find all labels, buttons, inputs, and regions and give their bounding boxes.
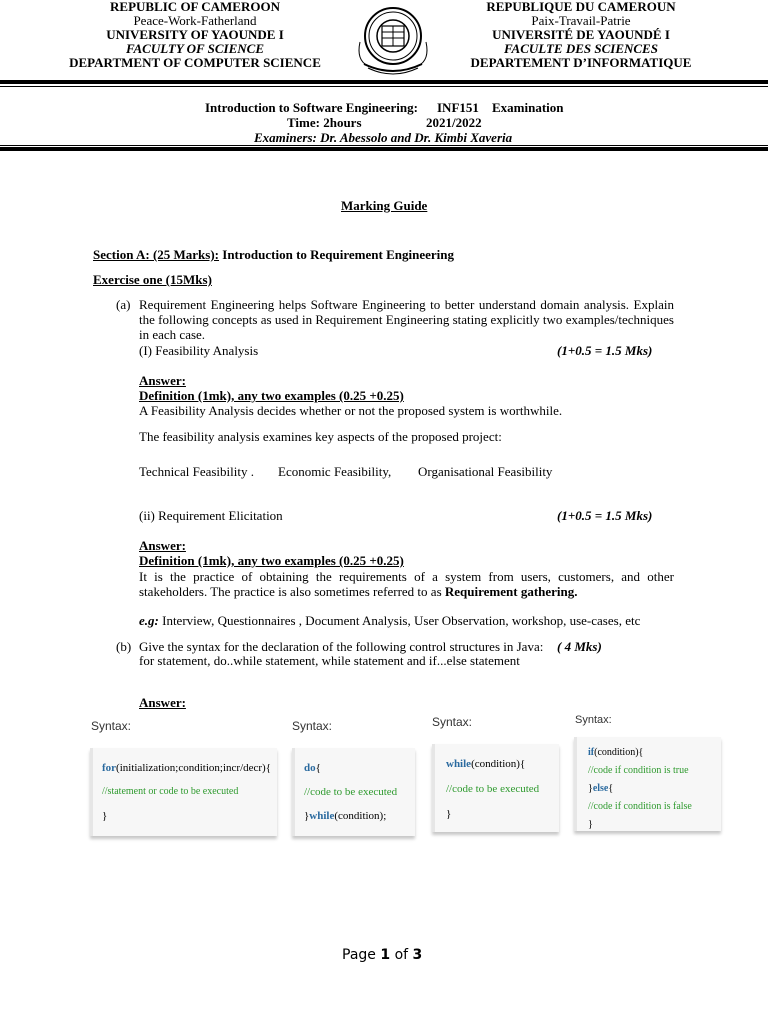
while-close: } — [446, 808, 452, 820]
elicitation-definition-text: It is the practice of obtaining the requirements of a system from users, customers, and other stakeholders. The practice is also sometimes referred to as — [139, 569, 674, 599]
while-syntax-box — [432, 744, 559, 832]
else-open-brace: } — [588, 783, 593, 794]
examiners: Examiners: Dr. Abessolo and Dr. Kimbi Xaveria — [254, 130, 513, 145]
if-else-syntax-box — [574, 737, 721, 831]
for-head: (initialization;condition;incr/decr){ — [116, 762, 271, 774]
page-of: of — [394, 947, 409, 963]
question-a-ii-marks: (1+0.5 = 1.5 Mks) — [557, 508, 653, 523]
page-total: 3 — [412, 947, 423, 963]
section-a-label: Section A: (25 Marks): — [93, 247, 220, 262]
do-keyword: do — [304, 762, 316, 774]
course-code: INF151 — [437, 100, 479, 115]
do-tail: (condition); — [334, 810, 387, 822]
section-a-title: Introduction to Requirement Engineering — [219, 247, 454, 262]
question-a-label: (a) — [116, 297, 131, 312]
for-keyword: for — [102, 762, 117, 774]
country-en: REPUBLIC OF CAMEROON — [110, 0, 280, 14]
syntax-label-for: Syntax: — [91, 719, 132, 733]
exam-time: Time: 2hours — [287, 115, 362, 130]
elicitation-alt-name: Requirement gathering. — [444, 584, 578, 599]
elicitation-definition — [139, 569, 674, 599]
department-fr: DEPARTEMENT D’INFORMATIQUE — [470, 55, 692, 70]
exam-type: Examination — [492, 100, 564, 115]
faculty-en: FACULTY OF SCIENCE — [126, 41, 264, 56]
if-comment-false: //code if condition is false — [588, 801, 692, 812]
elicitation-examples — [139, 613, 640, 628]
feasibility-example-organisational: Organisational Feasibility — [418, 464, 553, 479]
syntax-label-do: Syntax: — [292, 719, 333, 733]
do-comment: //code to be executed — [304, 786, 398, 798]
else-keyword: else — [592, 783, 609, 794]
section-a-heading — [93, 247, 454, 262]
course-title: Introduction to Software Engineering: — [205, 100, 418, 115]
while-keyword: while — [446, 758, 472, 770]
header-rule-thin — [0, 86, 768, 87]
feasibility-example-technical: Technical Feasibility . — [139, 464, 254, 479]
faculty-fr: FACULTE DES SCIENCES — [504, 41, 658, 56]
eg-text: Interview, Questionnaires , Document Analysis, User Observation, workshop, use-cases, etc — [158, 613, 641, 628]
feasibility-aspects: The feasibility analysis examines key aspects of the proposed project: — [139, 429, 502, 444]
syntax-label-if: Syntax: — [575, 714, 612, 726]
header-left — [45, 0, 345, 70]
else-line — [588, 783, 613, 794]
for-syntax-box — [90, 748, 277, 836]
question-b-text: Give the syntax for the declaration of the following control structures in Java: — [139, 639, 544, 654]
feasibility-definition: A Feasibility Analysis decides whether or not the proposed system is worthwhile. — [139, 403, 563, 418]
page-word: Page — [342, 947, 376, 963]
question-a-ii-label: (ii) Requirement Elicitation — [139, 508, 283, 523]
exam-year: 2021/2022 — [426, 115, 482, 130]
while-comment: //code to be executed — [446, 783, 540, 795]
answer-a-ii-definition: Definition (1mk), any two examples (0.25 +0.25) — [139, 553, 404, 568]
answer-a-ii-label: Answer: — [139, 538, 186, 553]
for-comment: //statement or code to be executed — [102, 786, 239, 797]
do-while-footer — [304, 810, 386, 822]
question-a-text: Requirement Engineering helps Software Engineering to better understand domain analysis. Explain the following concepts as used in Requirement Engineering stating explicitly two examples/techniques in each case. — [139, 297, 674, 342]
page-title: Marking Guide — [341, 198, 428, 213]
while-header — [446, 758, 525, 770]
syntax-label-while: Syntax: — [432, 715, 473, 729]
if-close: } — [588, 819, 593, 830]
country-fr: REPUBLIQUE DU CAMEROUN — [486, 0, 676, 14]
exercise-one-heading: Exercise one (15Mks) — [93, 272, 212, 287]
university-fr: UNIVERSITÉ DE YAOUNDÉ I — [492, 27, 670, 42]
do-open: { — [315, 762, 321, 774]
if-head: (condition){ — [594, 747, 644, 758]
university-seal-icon — [352, 2, 434, 80]
question-b-text2: for statement, do..while statement, while statement and if...else statement — [139, 653, 520, 668]
question-b-label: (b) — [116, 639, 132, 654]
while-head: (condition){ — [471, 758, 526, 770]
feasibility-example-economic: Economic Feasibility, — [278, 464, 392, 479]
do-header — [304, 762, 321, 774]
else-brace: { — [608, 783, 614, 794]
department-en: DEPARTMENT OF COMPUTER SCIENCE — [69, 55, 321, 70]
eg-label: e.g: — [139, 613, 159, 628]
question-b-marks: ( 4 Mks) — [557, 639, 602, 654]
answer-b-label: Answer: — [139, 695, 186, 710]
university-en: UNIVERSITY OF YAOUNDE I — [106, 27, 284, 42]
exam-rule-thin — [0, 145, 768, 146]
for-header — [102, 762, 271, 774]
do-close: } — [304, 810, 310, 822]
exam-rule-thick — [0, 147, 768, 151]
for-close: } — [102, 810, 108, 822]
header-rule-thick — [0, 80, 768, 84]
answer-a-i-definition: Definition (1mk), any two examples (0.25 +0.25) — [139, 388, 404, 403]
question-a-i-label: (I) Feasibility Analysis — [139, 343, 259, 358]
question-a-i-marks: (1+0.5 = 1.5 Mks) — [557, 343, 653, 358]
do-while-keyword: while — [309, 810, 335, 822]
if-keyword: if — [588, 747, 595, 758]
page-number — [342, 947, 422, 963]
answer-a-i-label: Answer: — [139, 373, 186, 388]
if-header — [588, 747, 643, 758]
page-current: 1 — [380, 947, 391, 963]
motto-en: Peace-Work-Fatherland — [133, 13, 257, 28]
header-right — [431, 0, 731, 70]
do-while-syntax-box — [292, 748, 415, 836]
if-comment-true: //code if condition is true — [588, 765, 689, 776]
motto-fr: Paix-Travail-Patrie — [531, 13, 631, 28]
